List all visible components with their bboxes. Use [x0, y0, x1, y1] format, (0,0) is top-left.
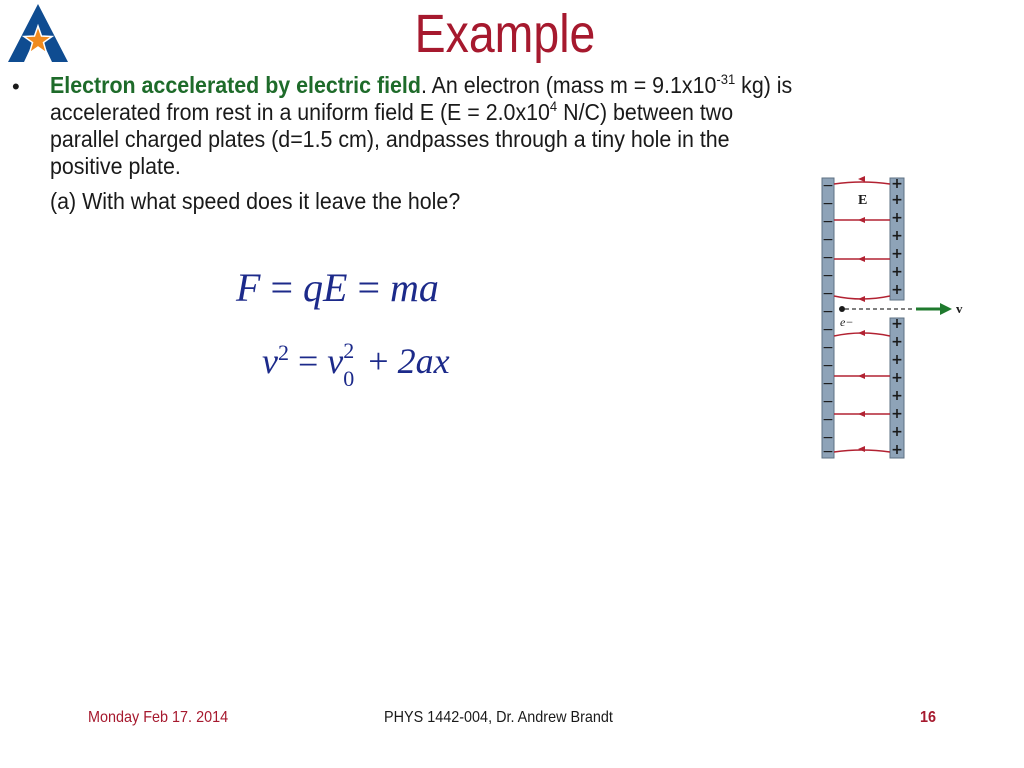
minus-sign: −: [822, 196, 834, 212]
plus-sign: +: [891, 442, 903, 458]
problem-text-3: N/C) between two parallel charged plates (d=1.5 cm), andpasses through a tiny hole in the positive plate.: [50, 99, 734, 179]
plus-sign: +: [891, 192, 903, 208]
minus-sign: −: [822, 304, 834, 320]
electron-label: e−: [840, 315, 854, 329]
eq1-qE: qE: [303, 265, 348, 310]
electron: [839, 306, 845, 312]
field-label: E: [858, 193, 868, 208]
minus-sign: −: [822, 232, 834, 248]
problem-text-2: kg) is accelerated from rest in a uniform field E (E = 2.0x10: [50, 72, 793, 125]
minus-sign: −: [822, 250, 834, 266]
equation-kinematics: [262, 338, 450, 391]
field-arrowhead: [858, 176, 865, 182]
eq2-v0-exponent: 2: [343, 338, 355, 363]
plus-sign: +: [891, 352, 903, 368]
field-arrowhead: [858, 256, 865, 262]
minus-sign: −: [822, 286, 834, 302]
plus-sign: +: [891, 406, 903, 422]
plus-sign: +: [891, 210, 903, 226]
plus-signs: [891, 176, 903, 458]
field-arrowhead: [858, 373, 865, 379]
bullet-marker: •: [12, 74, 20, 99]
eq2-plus: +: [368, 341, 389, 381]
eq2-v0-subscript: 0: [343, 366, 355, 391]
eq2-rhs: 2ax: [397, 341, 450, 381]
minus-sign: −: [822, 268, 834, 284]
eq2-equals: =: [297, 341, 319, 381]
minus-sign: −: [822, 394, 834, 410]
minus-sign: −: [822, 178, 834, 194]
mass-exponent: -31: [716, 71, 736, 87]
slide-title: Example: [414, 4, 596, 64]
footer-date: Monday Feb 17. 2014: [88, 709, 229, 726]
footer-page-number: 16: [920, 709, 937, 726]
plus-sign: +: [891, 424, 903, 440]
eq2-v: v: [262, 341, 278, 381]
minus-sign: −: [822, 412, 834, 428]
field-arrowhead: [858, 330, 865, 336]
field-line: [834, 182, 890, 184]
minus-sign: −: [822, 376, 834, 392]
velocity-arrowhead: [940, 303, 952, 315]
eq2-v-exponent: 2: [277, 340, 289, 365]
minus-sign: −: [822, 214, 834, 230]
minus-sign: −: [822, 358, 834, 374]
plus-sign: +: [891, 228, 903, 244]
plus-sign: +: [891, 282, 903, 298]
field-arrowhead: [858, 411, 865, 417]
eq2-v0-scripts: [343, 338, 359, 391]
plus-sign: +: [891, 264, 903, 280]
plus-sign: +: [891, 388, 903, 404]
eq1-equals-b: =: [357, 265, 380, 310]
minus-sign: −: [822, 322, 834, 338]
minus-sign: −: [822, 430, 834, 446]
plus-sign: +: [891, 246, 903, 262]
problem-text-1: . An electron (mass m = 9.1x10: [420, 72, 717, 98]
minus-sign: −: [822, 340, 834, 356]
footer-course: PHYS 1442-004, Dr. Andrew Brandt: [384, 709, 613, 726]
field-arrowhead: [858, 296, 865, 302]
question-a: (a) With what speed does it leave the hole?: [50, 188, 461, 214]
problem-lead: Electron accelerated by electric field: [50, 72, 421, 98]
equation-force: [236, 264, 439, 311]
field-arrowhead: [858, 217, 865, 223]
eq1-F: F: [236, 265, 261, 310]
eq1-equals-a: =: [270, 265, 293, 310]
problem-statement: [50, 72, 794, 180]
university-logo: [4, 2, 72, 64]
plus-sign: +: [891, 334, 903, 350]
plus-sign: +: [891, 316, 903, 332]
plus-sign: +: [891, 370, 903, 386]
field-line-arrowheads: [858, 176, 868, 452]
eq2-v0: v: [327, 341, 344, 381]
field-exponent: 4: [549, 98, 558, 114]
plus-sign: +: [891, 176, 903, 192]
parallel-plates-diagram: [818, 176, 968, 460]
eq1-ma: ma: [390, 265, 439, 310]
field-arrowhead: [858, 446, 865, 452]
velocity-label: v: [956, 301, 963, 316]
minus-signs: [822, 178, 834, 460]
minus-sign: −: [822, 444, 834, 460]
